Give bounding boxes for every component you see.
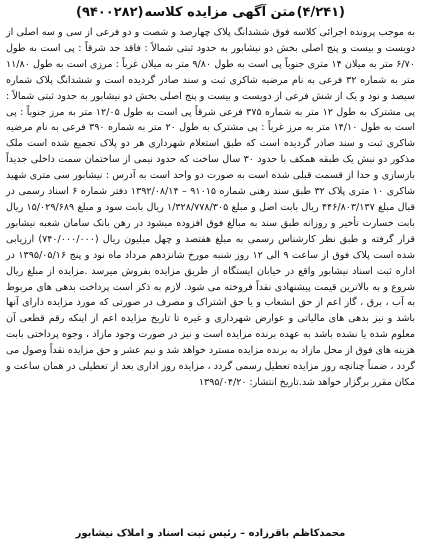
case-number: (۹۴۰۰۲۸۲) — [76, 5, 144, 20]
notice-body: به موجب پرونده اجرائی کلاسه فوق ششدانگ پلاک چهارصد و شصت و دو فرعی از سی و سه اصلی از دویست و بیست و پنج اصلی بخش دو نیشابور به حدود ثبتی شمالاً : فاقد حد شرقاً : پی است به طول ۶/۷۰ متر به میلان ۱۴ متری جنوباً پی است به طول ۹/۸۰ متر به میلان غرباً : مرزی است به طول ۱۱/۸۰ متر به شماره ۳۲ فرعی به نام مرضیه شاکری ثبت و سند صادر گردیده است و ششدانگ پلاک شماره سیصد و نود و یک از شش فرعی از دویست و بیست و پنج اصلی بخش دو نیشابور به حدود ثبتی شمالاً : پی مشترک به طول ۱۲ متر به شماره ۳۷۵ فرعی شرقاً پی است به طول ۱۲/۰۵ متر به مرز جنوباً : پی است به طول ۱۴/۱۰ متر به مرز غرباً : پی مشترک به طول ۲۰ متر به شماره ۳۹۰ فرعی به نام مرضیه شاکری ثبت و سند صادر گردیده است که طبق استعلام شهرداری هر دو پلاک تجمیع شده است ملک مذکور دو نبش یک طبقه همکف با حدود ۳۰ سال ساخت که حدود نیمی از ساختمان سمت داخلی جدیداً بازسازی و حدا از قسمت قبلی شده است به صورت دو واحد است به آدرس : نیشابور سی متری شهید شاکری ۱۰ متری پلاک ۳۲ طبق سند رهنی شماره ۹۱۰۱۵ – ۱۳۹۲/۰۸/۱۴ دفتر شماره ۶ اسناد رسمی در قبال مبلغ ۴۴۶/۸۰۳/۱۳۷ ریال بابت اصل و مبلغ ۱/۳۲۸/۷۷۸/۳۰۵ ریال بابت سود و مبلغ ۱۵/۰۲۹/۶۸۹ ریال بابت خسارت تأخیر و روزانه طبق سند به مبالغ فوق افزوده میشود در رهن بانک سامان شعبه نیشابور قرار گرفته و طبق نظر کارشناس رسمی به مبلغ هفتصد و چهل میلیون ریال (۷۴۰/۰۰۰/۰۰۰) ارزیابی شده است پلاک فوق از ساعت ۹ الی ۱۲ روز شنبه مورخ شانزدهم مرداد ماه نود و پنج ۱۳۹۵/۰۵/۱۶ در اداره ثبت اسناد نیشابور واقع در خیابان ایستگاه از طریق مزایده بفروش میرسد .مزایده از مبلغ ریال شروع و به بالاترین قیمت پیشنهادی نقداً فروخته می شود. لازم به ذکر است پرداخت بدهی های مربوط به آب ، برق ، گاز اعم از حق انشعاب و یا حق اشتراک و مصرف در صورتی که مورد مزایده دارای آنها باشد و نیز بدهی های مالیاتی و عوارض شهرداری و غیره تا تاریخ مزایده اعم از اینکه رقم قطعی آن معلوم شده یا نشده باشد به عهده برنده مزایده است و نیز در صورت وجود مازاد ، وجوه پرداختی بابت هزینه های فوق از محل مازاد به برنده مزایده مسترد خواهد شد و نیم عشر و حق مزایده نقداً وصول می گردد ، ضمناً چنانچه روز مزایده تعطیل رسمی گردد ، مزایده روز اداری بعد از تعطیلی در همان ساعت و مکان مقرر برگزار خواهد شد.تاریخ انتشار: ۱۳۹۵/۰۴/۲۰ — [6, 27, 416, 388]
notice-number: (۴/۲۴۱) — [296, 5, 345, 20]
notice-signature: محمدکاظم باقرزاده – رئیس ثبت اسناد و املاک نیشابور — [75, 528, 346, 539]
notice-title — [6, 2, 415, 24]
notice-title-text: متن آگهی مزایده کلاسه — [144, 5, 296, 20]
